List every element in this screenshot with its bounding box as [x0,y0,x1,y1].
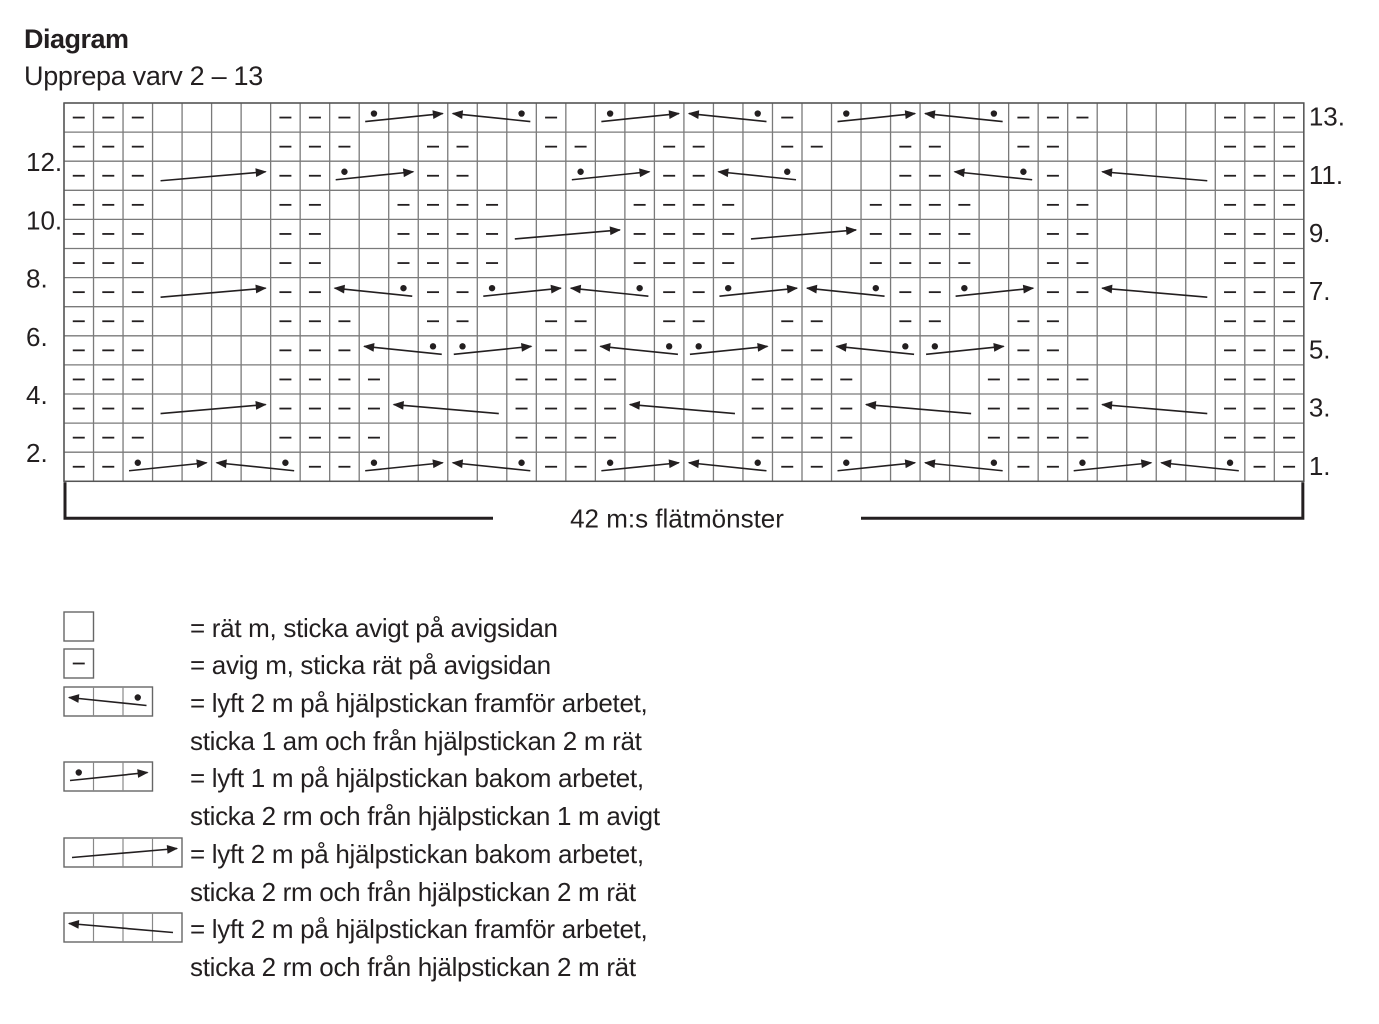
cable-F [1102,288,1207,297]
cable-R [129,460,207,471]
cable-F [1102,172,1207,181]
legend-text: = lyft 2 m på hjälpstickan framför arbetet, [190,914,648,944]
cable-R [483,285,561,296]
row-label: 10. [26,205,63,236]
row-label: 8. [26,263,48,294]
cable-L [955,169,1033,180]
row-label: 9. [1308,217,1331,248]
cable-L [335,285,413,296]
row-label: 13. [1308,101,1345,132]
cable-R [336,169,414,180]
row-label: 6. [26,321,48,352]
cable-R [956,285,1034,296]
cable-L [364,343,442,354]
cable-B [161,405,266,414]
diagram-title: Diagram [24,24,129,54]
cable-L [925,460,1003,471]
cable-R [926,343,1004,354]
cable-R [838,460,916,471]
legend-text: sticka 2 rm och från hjälpstickan 2 m rät [190,951,636,982]
cable-B [161,172,266,181]
legend-symbol-knit [63,611,95,647]
row-label: 7. [1308,276,1331,307]
cable-R [365,460,443,471]
cable-R [690,343,768,354]
legend-text: sticka 1 am och från hjälpstickan 2 m rät [190,725,642,756]
legend-text: = lyft 1 m på hjälpstickan bakom arbetet, [190,763,644,793]
legend-text: = lyft 2 m på hjälpstickan framför arbetet, [190,688,648,718]
legend-symbol-cable-4-left [63,912,183,948]
legend-text: sticka 2 rm och från hjälpstickan 2 m rät [190,876,636,907]
legend-text: sticka 2 rm och från hjälpstickan 1 m avigt [190,800,660,831]
diagram-subtitle: Upprepa varv 2 – 13 [24,61,263,91]
cable-F [866,405,971,414]
cable-L [1161,460,1239,471]
row-label: 5. [1308,334,1331,365]
pattern-bracket [65,482,1303,533]
cable-L [453,460,531,471]
row-label: 1. [1308,450,1331,481]
cable-R [365,110,443,121]
legend-symbol-cable-3-right-dot [63,761,154,797]
cable-R [454,343,532,354]
cable-R [601,460,679,471]
cable-R [572,169,650,180]
row-label: 4. [26,380,48,410]
cable-R [1074,460,1152,471]
legend-symbol-cable-3-left-dot [63,686,154,722]
cable-L [571,285,649,296]
cable-L [453,110,531,121]
cable-B [515,230,620,239]
cable-F [394,405,499,414]
cable-R [838,110,916,121]
cable-L [689,110,767,121]
row-label: 11. [1308,159,1344,190]
chart-grid [64,103,1304,481]
cable-L [925,110,1003,121]
bracket-label: 42 m:s flätmönster [570,503,784,534]
legend-text: = rät m, sticka avigt på avigsidan [190,613,558,643]
row-label: 12. [26,147,63,178]
cable-F [1102,405,1207,414]
cable-L [600,343,678,354]
legend-text: = lyft 2 m på hjälpstickan bakom arbetet, [190,839,644,869]
row-label: 2. [26,438,48,469]
cable-F [630,405,735,414]
cable-L [807,285,885,296]
cable-L [689,460,767,471]
cable-B [751,230,856,239]
cable-L [217,460,295,471]
legend-text: = avig m, sticka rät på avigsidan [190,650,551,680]
cable-L [718,169,796,180]
legend-symbol-purl [63,648,95,684]
cable-L [837,343,915,354]
cable-R [719,285,797,296]
row-label: 3. [1308,392,1331,423]
legend-symbol-cable-4-right [63,837,183,873]
cable-R [601,110,679,121]
cable-B [161,288,266,297]
